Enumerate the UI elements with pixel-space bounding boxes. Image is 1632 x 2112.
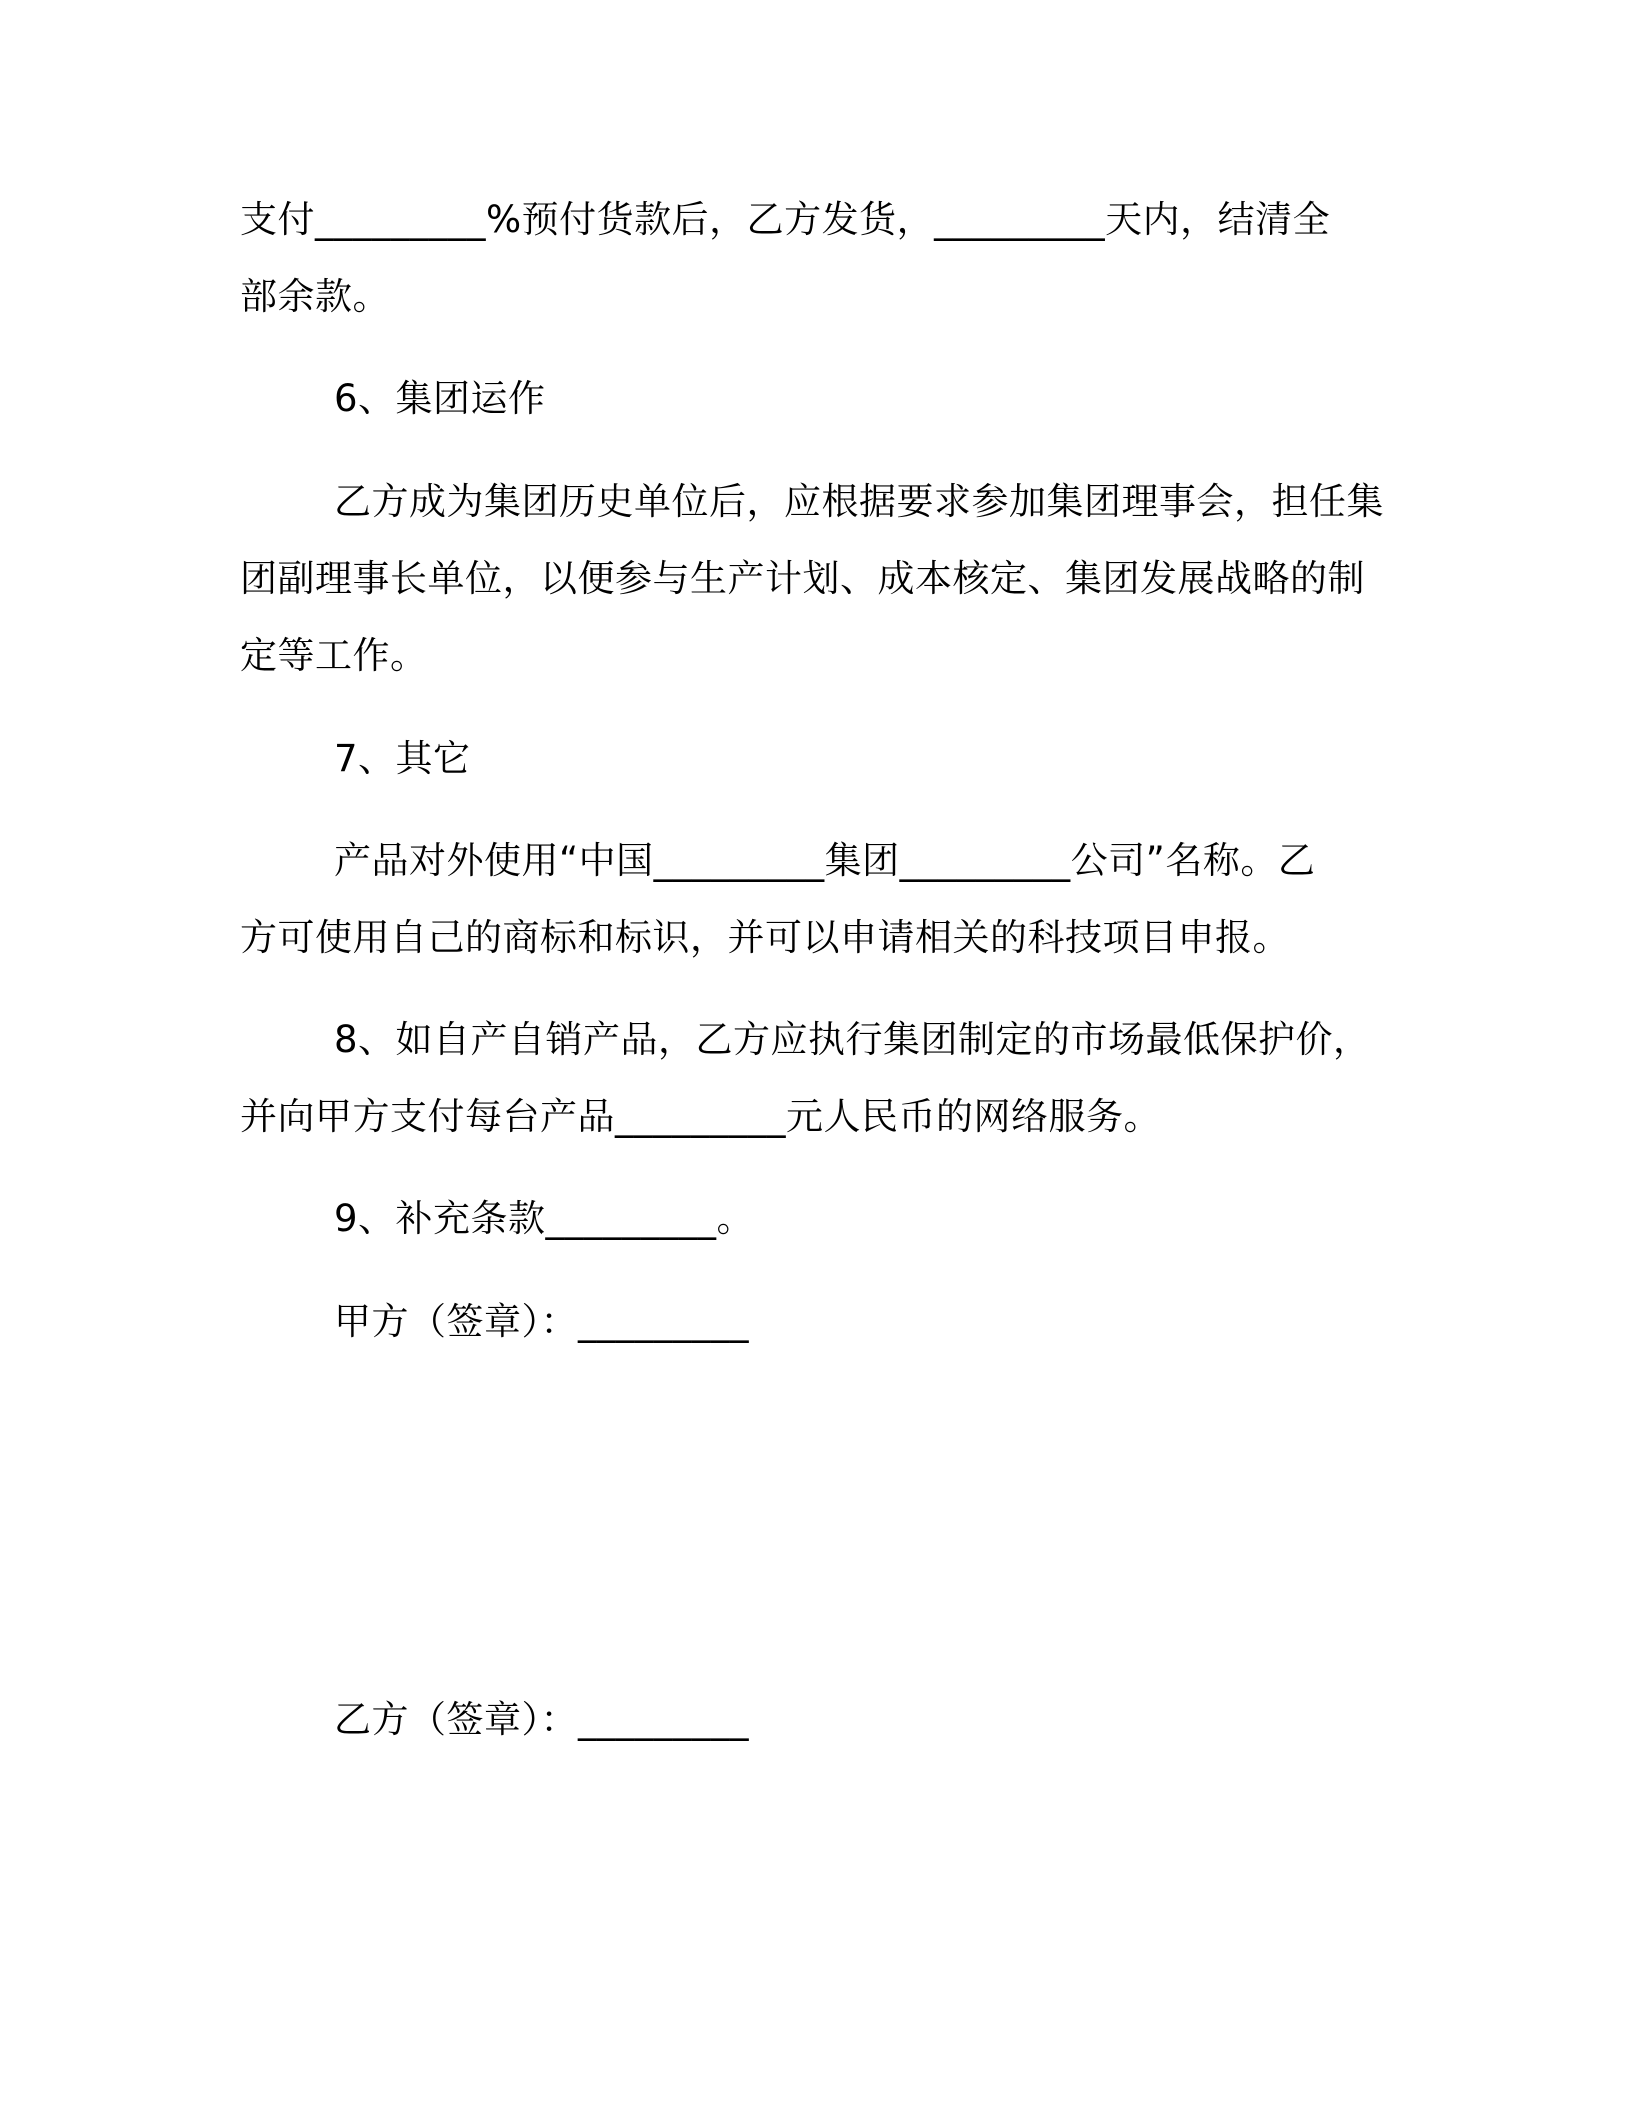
text-line-clause-9: 9、补充条款_________。 xyxy=(334,1197,755,1240)
text-line-payment-terms: 支付_________%预付货款后，乙方发货，_________天内，结清全 xyxy=(240,198,1331,241)
text-line-other-2: 方可使用自己的商标和标识，并可以申请相关的科技项目申报。 xyxy=(240,916,1290,959)
text-line-clause-8-2: 并向甲方支付每台产品_________元人民币的网络服务。 xyxy=(240,1095,1161,1138)
text-line-group-operation-3: 定等工作。 xyxy=(240,634,428,677)
signature-party-b: 乙方（签章）：_________ xyxy=(334,1698,749,1741)
text-line-payment-terms-cont: 部余款。 xyxy=(240,275,390,318)
section-heading-7: 7、其它 xyxy=(334,737,471,780)
section-heading-6: 6、集团运作 xyxy=(334,377,546,420)
text-line-other-1: 产品对外使用“中国_________集团_________公司”名称。乙 xyxy=(334,839,1316,882)
signature-party-a: 甲方（签章）：_________ xyxy=(334,1300,749,1343)
text-line-group-operation-1: 乙方成为集团历史单位后，应根据要求参加集团理事会，担任集 xyxy=(334,480,1384,523)
text-line-clause-8-1: 8、如自产自销产品，乙方应执行集团制定的市场最低保护价， xyxy=(334,1018,1371,1061)
text-line-group-operation-2: 团副理事长单位，以便参与生产计划、成本核定、集团发展战略的制 xyxy=(240,557,1365,600)
